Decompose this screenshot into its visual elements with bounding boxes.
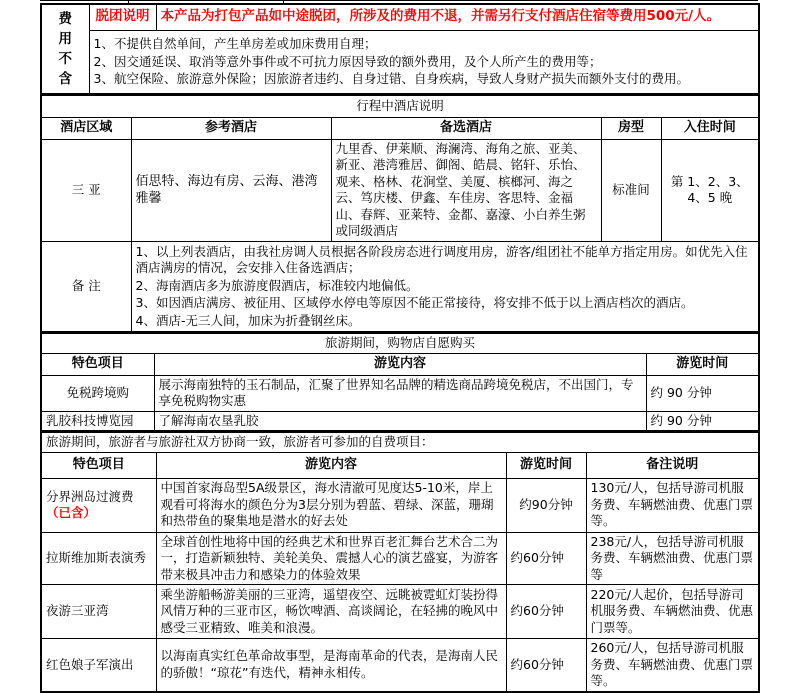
hotel-backup-cell: 九里香、伊莱顺、海澜湾、海角之旅、亚美、新亚、港湾雅居、御阁、皓晨、铭轩、乐怡、观来、格林、花涧堂、美厦、槟榔河、海之云、笃庆楼、伊鑫、车佳房、客思特、金福山、春辉、亚莱特、金都、嘉濠、小白养生粥或同级酒店	[331, 139, 601, 241]
selfpay-duration-cell: 约60分钟	[506, 532, 586, 585]
selfpay-header-name: 特色项目	[41, 452, 156, 478]
selfpay-content-cell: 全球首创性地将中国的经典艺术和世界百老汇舞台艺术合二为一，打造新颖独特、美轮美奂、震撼人心的演艺盛宴，为游客带来极具冲击力和感染力的体验效果	[156, 532, 506, 585]
selfpay-content-cell: 以海南真实红色革命故事型，是海南革命的代表，是海南人民的骄傲！“琼花”有迭代，精神永相传。	[156, 639, 506, 692]
selfpay-name-cell: 夜游三亚湾	[41, 585, 156, 639]
selfpay-table	[40, 431, 760, 693]
shopping-table	[40, 332, 760, 432]
shopping-header-duration: 游览时间	[646, 353, 759, 375]
hotel-remark: 3、如因酒店满房、被征用、区域停水停电等原因不能正常接待，将安排不低于以上酒店档次的酒店。	[135, 295, 694, 310]
notice-text-cell: 本产品为打包产品如中途脱团，所涉及的费用不退，并需另行支付酒店住宿等费用500元/人。	[156, 4, 759, 30]
selfpay-name-cell: 红色娘子军演出	[41, 639, 156, 692]
selfpay-note-cell: 220元/人起价，包括导游司机服务费、车辆燃油费、优惠门票等。	[586, 585, 759, 639]
selfpay-header-note: 备注说明	[586, 452, 759, 478]
hotel-header-roomtype: 房型	[601, 117, 661, 139]
travel-document	[40, 0, 758, 693]
previous-row-border-remnant	[40, 0, 758, 4]
notice-label-cell: 脱团说明	[89, 4, 156, 30]
selfpay-name-note: （已含）	[46, 505, 97, 520]
hotel-header-reference: 参考酒店	[131, 117, 331, 139]
selfpay-row	[41, 585, 759, 639]
selfpay-note-cell: 130元/人，包括导游司机服务费、车辆燃油费、优惠门票等。	[586, 478, 759, 532]
hotel-roomtype-cell: 标准间	[601, 139, 661, 241]
fee-excluded-items-cell	[89, 30, 759, 94]
hotel-remark: 1、以上列表酒店，由我社房调人员根据各阶段房态进行调度用房，游客/组团社不能单方指定用房。如优先入住酒店满房的情况，会安排入住备选酒店；	[135, 243, 748, 275]
selfpay-name: 分界洲岛过渡费	[46, 488, 134, 504]
hotel-region-cell: 三 亚	[41, 139, 131, 241]
fee-excluded-table	[40, 3, 760, 95]
selfpay-duration-cell: 约90分钟	[506, 478, 586, 532]
hotel-remark: 4、酒店-无三人间，加床为折叠钢丝床。	[135, 312, 361, 328]
selfpay-duration-cell: 约60分钟	[506, 585, 586, 639]
hotel-row	[41, 139, 759, 241]
selfpay-row	[41, 478, 759, 532]
hotel-header-checkin: 入住时间	[661, 117, 759, 139]
selfpay-intro: 旅游期间，旅游者与旅游社双方协商一致，旅游者可参加的自费项目：	[41, 432, 759, 452]
selfpay-name-cell	[41, 478, 156, 532]
hotel-checkin-cell: 第 1、2、3、4、5 晚	[661, 139, 759, 241]
selfpay-header-content: 游览内容	[156, 452, 506, 478]
fee-excluded-label: 费用不含	[58, 10, 72, 88]
remnant-tick	[128, 1, 129, 4]
hotel-section-title: 行程中酒店说明	[41, 95, 759, 117]
shopping-duration-cell: 约 90 分钟	[646, 411, 759, 431]
selfpay-name-cell: 拉斯维加斯表演秀	[41, 532, 156, 585]
hotel-remark-label-cell: 备 注	[41, 241, 131, 332]
selfpay-content-cell: 乘坐游船畅游美丽的三亚湾，遥望夜空、远眺被霓虹灯装扮得风情万种的三亚市区，畅饮啤酒、高谈阔论，在轻拂的晚风中感受三亚精致、唯美和浪漫。	[156, 585, 506, 639]
shopping-content-cell: 了解海南农垦乳胶	[154, 411, 646, 431]
fee-item: 1、不提供自然单间，产生单房差或加床费用自理；	[93, 36, 377, 51]
selfpay-note-cell: 260元/人，包括导游司机服务费、车辆燃油费、优惠门票等。	[586, 639, 759, 692]
shopping-name-cell: 免税跨境购	[41, 375, 154, 411]
hotel-table	[40, 94, 760, 333]
remnant-tick	[283, 1, 284, 4]
shopping-row	[41, 411, 759, 431]
shopping-header-content: 游览内容	[154, 353, 646, 375]
fee-item: 3、航空保险、旅游意外保险；因旅游者违约、自身过错、自身疾病，导致人身财产损失而额外支付的费用。	[93, 71, 689, 86]
selfpay-row	[41, 639, 759, 692]
shopping-header-name: 特色项目	[41, 353, 154, 375]
selfpay-duration-cell: 约60分钟	[506, 639, 586, 692]
hotel-header-region: 酒店区域	[41, 117, 131, 139]
shopping-row	[41, 375, 759, 411]
shopping-section-title: 旅游期间，购物店自愿购买	[41, 333, 759, 353]
shopping-name-cell: 乳胶科技博览园	[41, 411, 154, 431]
hotel-remark: 2、海南酒店多为旅游度假酒店，标准较内地偏低。	[135, 277, 419, 293]
selfpay-content-cell: 中国首家海岛型5A级景区，海水清澈可见度达5-10米，岸上观看可将海水的颜色分为3层分别为碧蓝、碧绿、深蓝，珊瑚和热带鱼的聚集地是潜水的好去处	[156, 478, 506, 532]
selfpay-header-duration: 游览时间	[506, 452, 586, 478]
fee-excluded-label-cell	[41, 4, 89, 94]
fee-item: 2、因交通延误、取消等意外事件或不可抗力原因导致的额外费用，及个人所产生的费用等；	[93, 53, 602, 69]
hotel-remarks-cell	[131, 241, 759, 332]
shopping-content-cell: 展示海南独特的玉石制品，汇聚了世界知名品牌的精选商品跨境免税店，不出国门，专享免税购物实惠	[154, 375, 646, 411]
shopping-duration-cell: 约 90 分钟	[646, 375, 759, 411]
selfpay-note-cell: 238元/人，包括导游司机服务费、车辆燃油费、优惠门票等	[586, 532, 759, 585]
hotel-header-backup: 备选酒店	[331, 117, 601, 139]
hotel-reference-cell: 佰思特、海边有房、云海、港湾雅馨	[131, 139, 331, 241]
selfpay-row	[41, 532, 759, 585]
